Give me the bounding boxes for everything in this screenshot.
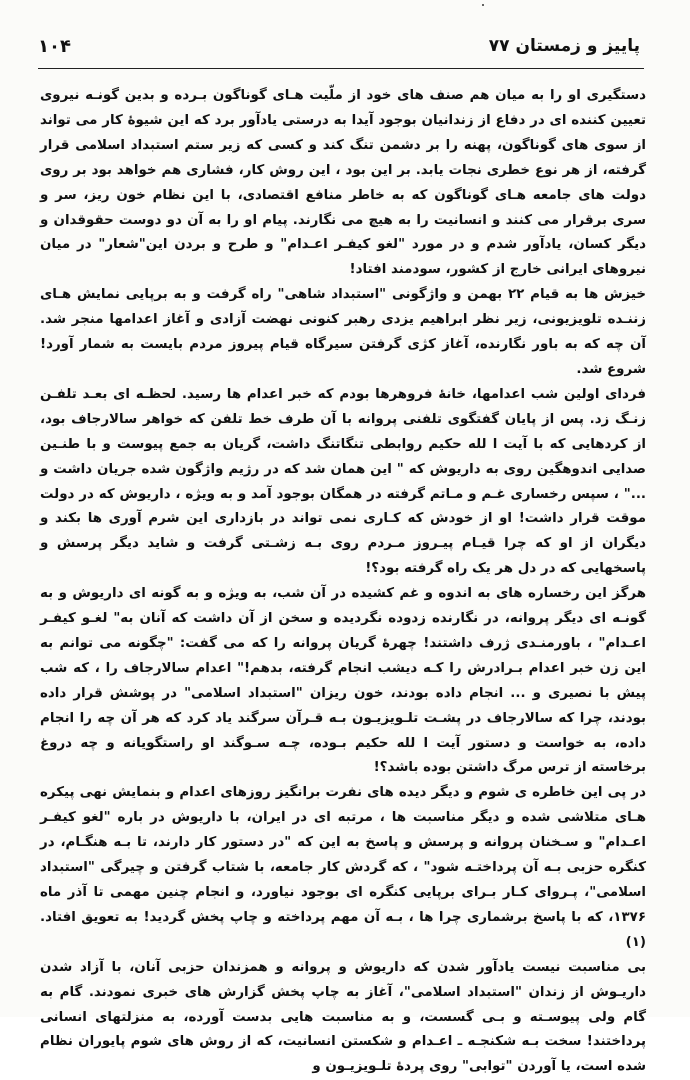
paragraph: در پی این خاطره ی شوم و دیگر دیده های نفرت برانگیز روزهای اعدام و بنمایش نهی پیکره هـای متلاشی شده و دیگر مناسبت ها ، مرتبه ای در ایران، با داریوش در باره "لغو کیفـر اعـدام" و سـخنان پروانه و پرسش و پاسخ به این که "در دستور کار دارند، تا بـه هنگـام، در کنگره حزبی بـه آن پرداختـه شود" ، که گردش کار جامعه، با شتاب گرفتن و چیرگی "استبداد اسلامی"، پـروای کـار بـرای برپایی کنگره ای بوجود نیاورد، و انجام چنین مهمی تا آذر ماه ۱۳۷۶، که با پاسخ برشماری چرا ها ، بـه آن مهم پرداخته و چاپ پخش گردید! به تعویق افتاد. (۱) [40, 785, 646, 950]
paragraph: بی مناسبت نیست یادآور شدن که داریوش و پروانه و همزندان حزبی آنان، با آزاد شدن داریـوش از زندان "استبداد اسلامی"، آغاز به چاپ پخش گزارش های خبری نمودند. گام به گام ولی پیوسـته و بـی گسست، و به مناسبت هایی بدست آورده، به منزلتهای انسانی پرداختند! سخت بـه شکنجـه ـ اعـدام و شکستن انسانیت، که از روش های شوم پایوران نظام شده است، یا آوردن "توابی" روی پردهٔ تلـویزیـون و [40, 959, 646, 1075]
paragraph: دستگیری او را به میان هم صنف های خود از ملّیت هـای گوناگون بـرده و بدین گونـه نیروی تعیین کننده ای در دفاع از زندانیان بوجود آیدا به درستی یادآور برد که این شیوهٔ کار می تواند از سوی های گوناگون، پهنه را بر دشمن تنگ کند و کسی که زیر ستم استبداد اسلامی قرار گرفته، از هر نوع خطری نجات یابد. بر این بود ، این روش کار، فشاری هم خواهد بود بر روی دولت های جامعه هـای گوناگون که به خاطر منافع اقتصادی، با این نظام خون ریز، سر و سری برقرار می کنند و انسانیت را به هیچ می نگارند. پیام او را به آن دو دوست حقوقدان و دیگر کسان، یادآور شدم و در مورد "لغو کیفـر اعـدام" و طرح و بردن این"شعار" در میان نیروهای ایرانی خارج از کشور، سودمند افتاد! [40, 88, 646, 278]
paragraph: هرگز این رخساره های به اندوه و غم کشیده در آن شب، به ویژه و به گونه ای داریوش و به گونـه ای دیگر پروانه، در نگارنده زدوده نگردیده و سخن از آن داشت که آنان به" لغـو کیفـر اعـدام" ، باورمنـدی ژرف داشتند! چهرهٔ گریان پروانه را که می گفت: "چگونه می توانم به این زن خبر اعدام بـرادرش را کـه دیشب انجام گرفته، بدهم!" اعدام سالارجاف را ، که شب پیش با نصیری و ... انجام داده بودند، خون ریزان "استبداد اسلامی" در پوشش قرار داده بودند، چرا که سالارجاف در پشـت تلـویزیـون بـه قـرآن سرگند یاد کرد که هر آن چه را انجام داده، به خواست و دستور آیت ا لله حکیم بـوده، چـه سـوگند او راستگویانه و چه دروغ برخاسته از ترس مرگ داشتن بوده باشد؟! [40, 586, 646, 776]
print-speck [482, 4, 484, 6]
header-rule [38, 68, 644, 69]
page-header [38, 36, 640, 66]
running-title: پاییز و زمستان ۷۷ [488, 36, 640, 56]
paragraph: خیزش ها به قیام ۲۲ بهمن و واژگونی "استبداد شاهی" راه گرفت و به برپایی نمایش هـای زننـده تلویزیونی، زیر نظر ابراهیم یزدی رهبر کنونی نهضت آزادی و آغاز اعدامها منجر شد. آن چه که به باور نگارنده، آغاز کژی گرفتن سیرگاه قیام پیروز مردم بایست به شمار آورد! شروع شد. [40, 287, 646, 377]
page-number: ۱۰۴ [38, 36, 71, 57]
paragraph: فردای اولین شب اعدامها، خانهٔ فروهرها بودم که خبر اعدام ها رسید. لحظـه ای بعـد تلفـن زنـگ زد. پس از پایان گفتگوی تلفنی پروانه با آن طرف خط تلفن که خواهر سالارجاف بود، از کردهایی که با آیت ا لله حکیم روابطی تنگاتنگ داشت، گریان به جمع پیوست و با طنـین صدایی اندوهگین روی به داریوش که " این همان شد که در رژیم واژگون شده جریان داشت و ..." ، سپس رخساری غـم و مـاتم گرفته در همگان بوجود آمد و به ویژه ، داریوش که در دولت موقت قرار داشت! او از خودش که کـاری نمی تواند در بازداری این شرم آوری ها بکند و دیگران از او که چرا قیـام پیـروز مـردم روی بـه زشـتی گرفت و شاید دیگر پرسش و پاسخهایی که در دل هر یک راه گرفته بود؟! [40, 386, 646, 577]
body-text [40, 84, 646, 1080]
